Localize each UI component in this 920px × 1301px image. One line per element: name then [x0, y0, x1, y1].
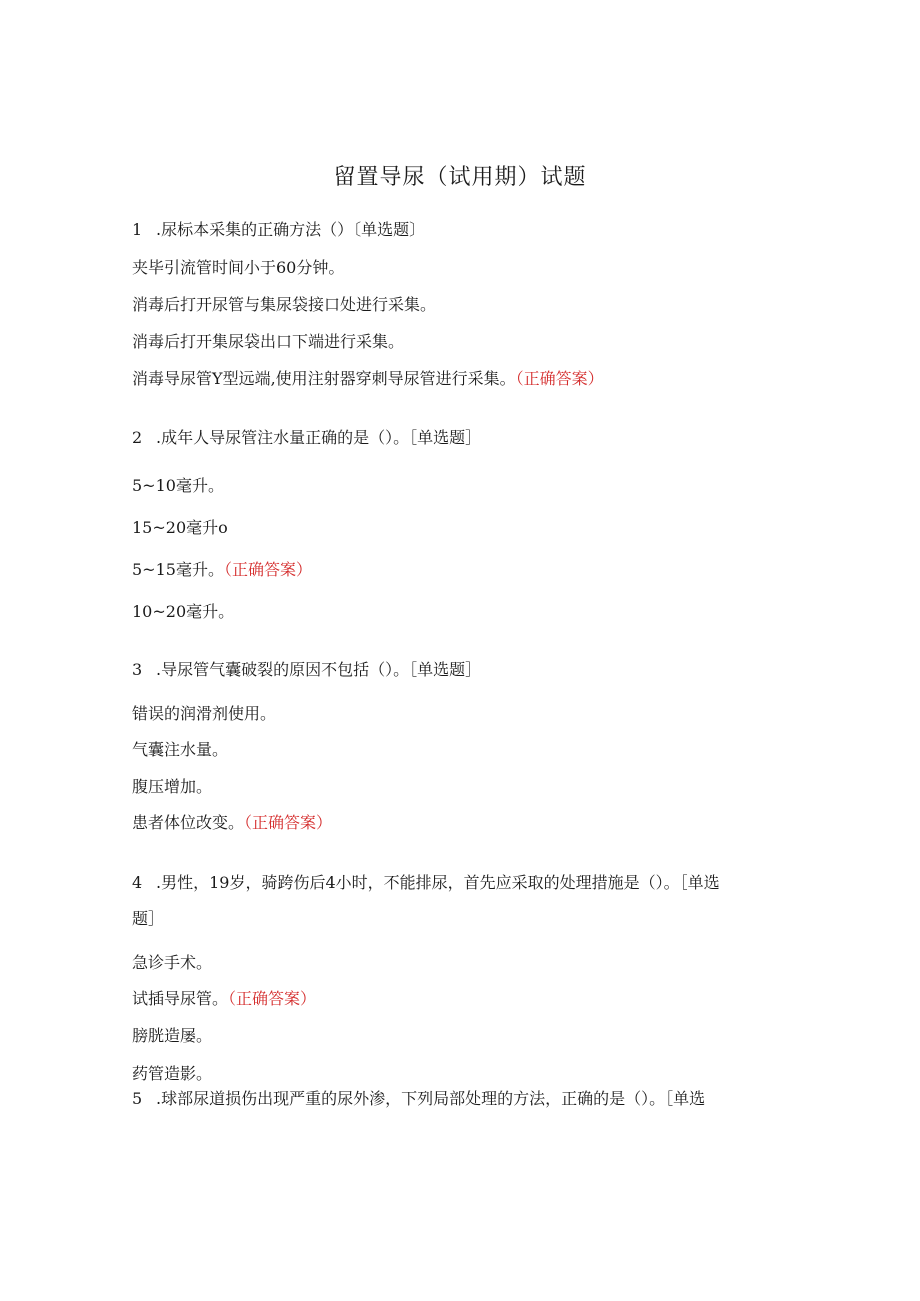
question-text: .导尿管气囊破裂的原因不包括（）。［单选题］	[156, 660, 482, 679]
question-number: 5	[132, 1089, 143, 1108]
option-text: 腹压增加。	[132, 777, 213, 796]
question-2-option-1	[132, 474, 224, 498]
question-number: 2	[132, 428, 143, 447]
option-text: 错误的润滑剂使用。	[132, 704, 277, 723]
question-number: 3	[132, 660, 143, 679]
question-1-option-2	[132, 293, 436, 317]
option-text: 药管造影。	[132, 1064, 213, 1083]
question-5-stem	[132, 1087, 705, 1111]
question-4-option-3	[132, 1024, 212, 1048]
option-text: 夹毕引流管时间小于60分钟。	[132, 258, 345, 277]
question-4-option-2	[132, 987, 316, 1011]
option-text: 患者体位改变。	[132, 813, 245, 832]
question-text: .男性，19岁，骑跨伤后4小时，不能排尿，首先应采取的处理措施是（）。［单选	[156, 873, 720, 892]
option-text: 膀胱造屡。	[132, 1026, 213, 1045]
question-4-stem-continued	[132, 907, 164, 931]
question-3-option-3	[132, 775, 212, 799]
option-text: 15~20毫升o	[132, 518, 228, 537]
question-text: .尿标本采集的正确方法（）〔单选题〕	[156, 220, 426, 239]
question-1-option-4	[132, 367, 604, 391]
question-2-stem	[132, 426, 481, 450]
question-4-option-1	[132, 951, 212, 975]
question-2-option-4	[132, 600, 234, 624]
question-text: .球部尿道损伤出现严重的尿外渗，下列局部处理的方法，正确的是（）。［单选	[156, 1089, 706, 1108]
question-3-option-1	[132, 702, 276, 726]
question-4-stem	[132, 871, 720, 895]
question-4-option-4	[132, 1062, 212, 1086]
question-number: 4	[132, 873, 143, 892]
question-1-option-3	[132, 330, 404, 354]
question-1-stem	[132, 218, 425, 242]
question-2-option-2	[132, 516, 228, 540]
option-text: 气囊注水量。	[132, 740, 229, 759]
option-text: 试插导尿管。	[132, 989, 229, 1008]
question-number: 1	[132, 220, 143, 239]
option-text: 急诊手术。	[132, 953, 213, 972]
correct-answer-mark: （正确答案）	[228, 989, 317, 1008]
option-text: 消毒后打开尿管与集尿袋接口处进行采集。	[132, 295, 437, 314]
question-text-continued: 题］	[132, 909, 165, 928]
option-text: 5~10毫升。	[132, 476, 224, 495]
option-text: 消毒后打开集尿袋出口下端进行采集。	[132, 332, 405, 351]
question-1-option-1	[132, 256, 344, 280]
question-3-option-2	[132, 738, 228, 762]
option-text: 5~15毫升。	[132, 560, 224, 579]
question-3-stem	[132, 658, 481, 682]
question-text: .成年人导尿管注水量正确的是（）。［单选题］	[156, 428, 482, 447]
correct-answer-mark: （正确答案）	[515, 369, 604, 388]
correct-answer-mark: （正确答案）	[223, 560, 312, 579]
option-text: 10~20毫升。	[132, 602, 235, 621]
page-title: 留置导尿（试用期）试题	[333, 165, 587, 190]
question-3-option-4	[132, 811, 332, 835]
correct-answer-mark: （正确答案）	[244, 813, 333, 832]
question-2-option-3	[132, 558, 312, 582]
option-text: 消毒导尿管Y型远端,使用注射器穿刺导尿管进行采集。	[132, 369, 516, 388]
